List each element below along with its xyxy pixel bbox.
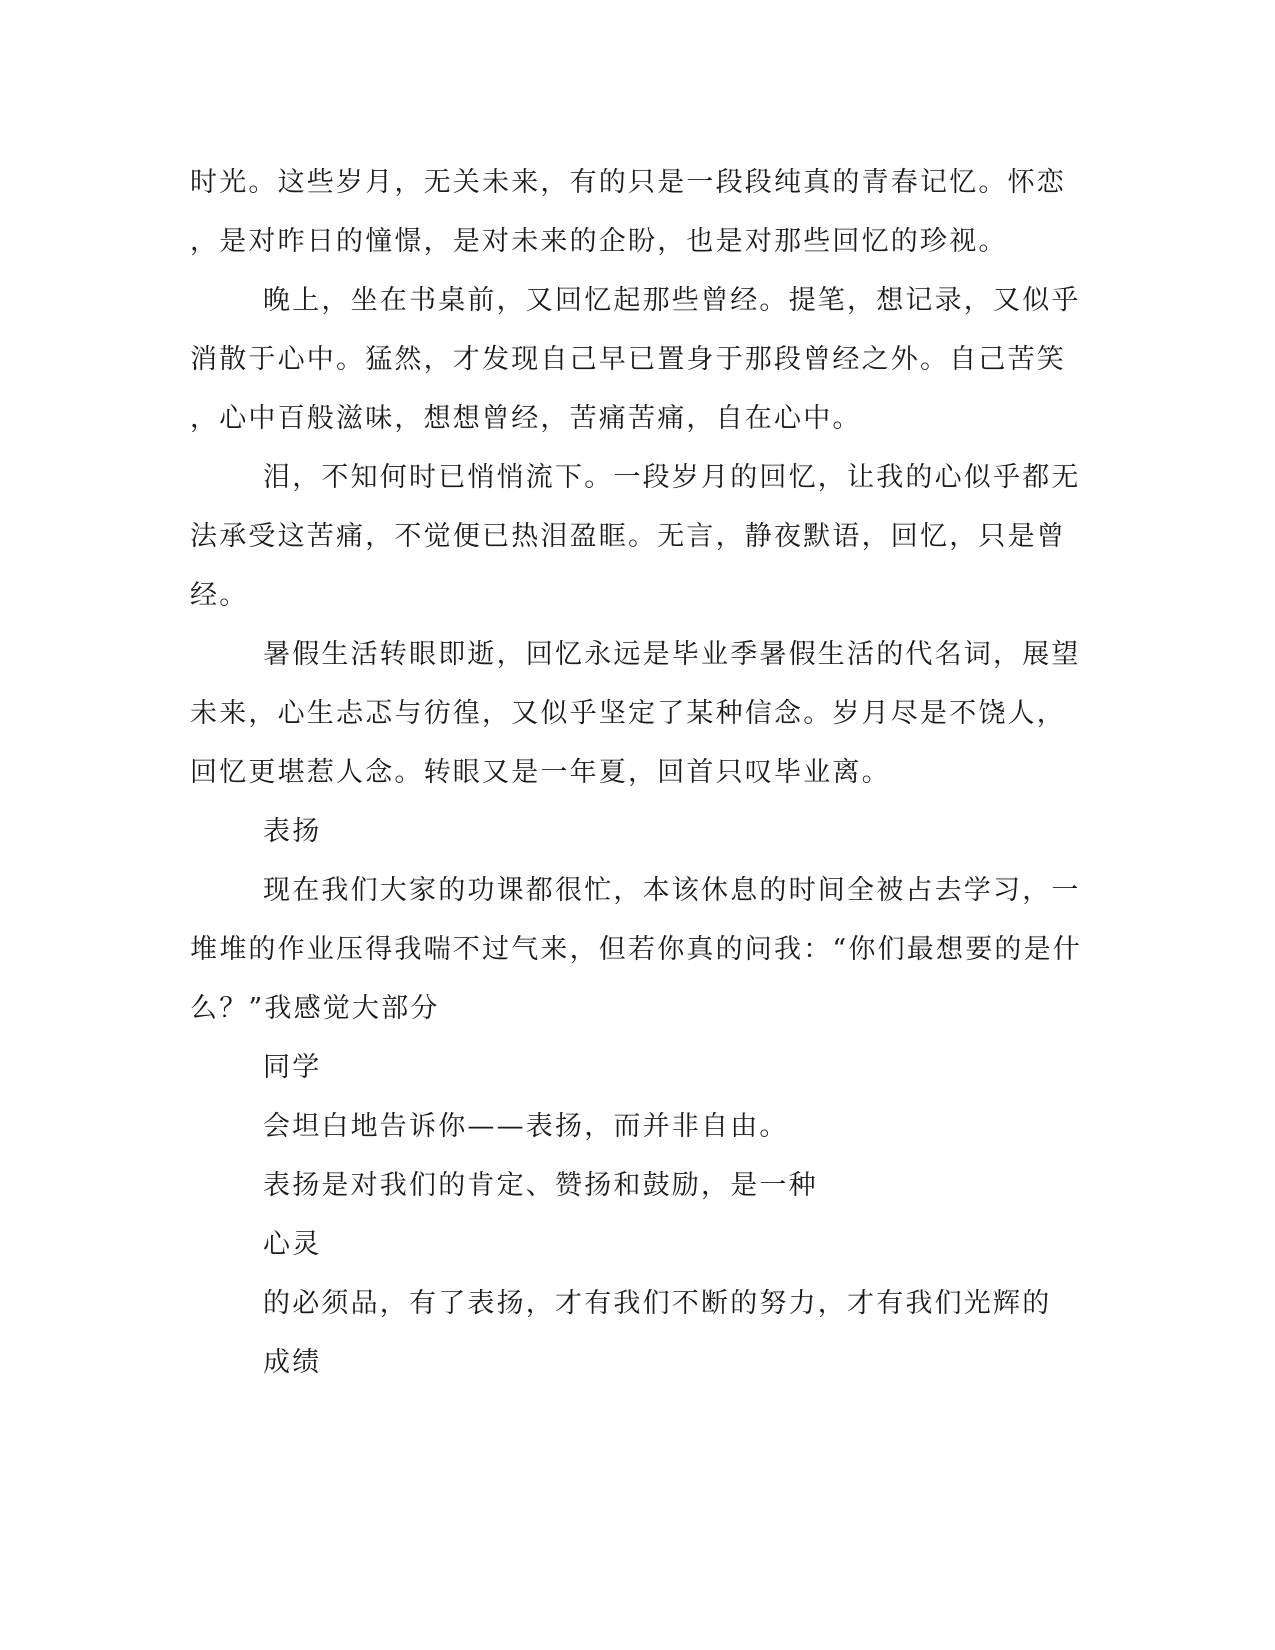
text-line: 堆堆的作业压得我喘不过气来，但若你真的问我：“你们最想要的是什: [190, 934, 1083, 965]
text-line: 经。: [190, 580, 249, 611]
text-line: 心灵: [263, 1229, 322, 1260]
text-line: 消散于心中。猛然，才发现自己早已置身于那段曾经之外。自己苦笑: [190, 344, 1066, 375]
text-line: 表扬是对我们的肯定、赞扬和鼓励，是一种: [263, 1170, 818, 1201]
text-line: 法承受这苦痛，不觉便已热泪盈眶。无言，静夜默语，回忆，只是曾: [190, 521, 1066, 552]
text-line: ，是对昨日的憧憬，是对未来的企盼，也是对那些回忆的珍视。: [190, 226, 1008, 257]
text-line: 时光。这些岁月，无关未来，有的只是一段段纯真的青春记忆。怀恋: [190, 167, 1066, 198]
section-heading: 表扬: [263, 816, 322, 847]
text-line: 泪，不知何时已悄悄流下。一段岁月的回忆，让我的心似乎都无: [263, 462, 1081, 493]
text-line: 未来，心生忐忑与彷徨，又似乎坚定了某种信念。岁月尽是不饶人，: [190, 698, 1066, 729]
text-line: 成绩: [263, 1347, 322, 1378]
text-line: 么？”我感觉大部分: [190, 993, 440, 1024]
text-line: 现在我们大家的功课都很忙，本该休息的时间全被占去学习，一: [263, 875, 1081, 906]
text-line: 回忆更堪惹人念。转眼又是一年夏，回首只叹毕业离。: [190, 757, 891, 788]
text-line: 会坦白地告诉你——表扬，而并非自由。: [263, 1111, 789, 1142]
text-line: 同学: [263, 1052, 322, 1083]
text-line: 晚上，坐在书桌前，又回忆起那些曾经。提笔，想记录，又似乎: [263, 285, 1081, 316]
text-line: 暑假生活转眼即逝，回忆永远是毕业季暑假生活的代名词，展望: [263, 639, 1081, 670]
text-line: ，心中百般滋味，想想曾经，苦痛苦痛，自在心中。: [190, 403, 862, 434]
text-line: 的必须品，有了表扬，才有我们不断的努力，才有我们光辉的: [263, 1288, 1052, 1319]
